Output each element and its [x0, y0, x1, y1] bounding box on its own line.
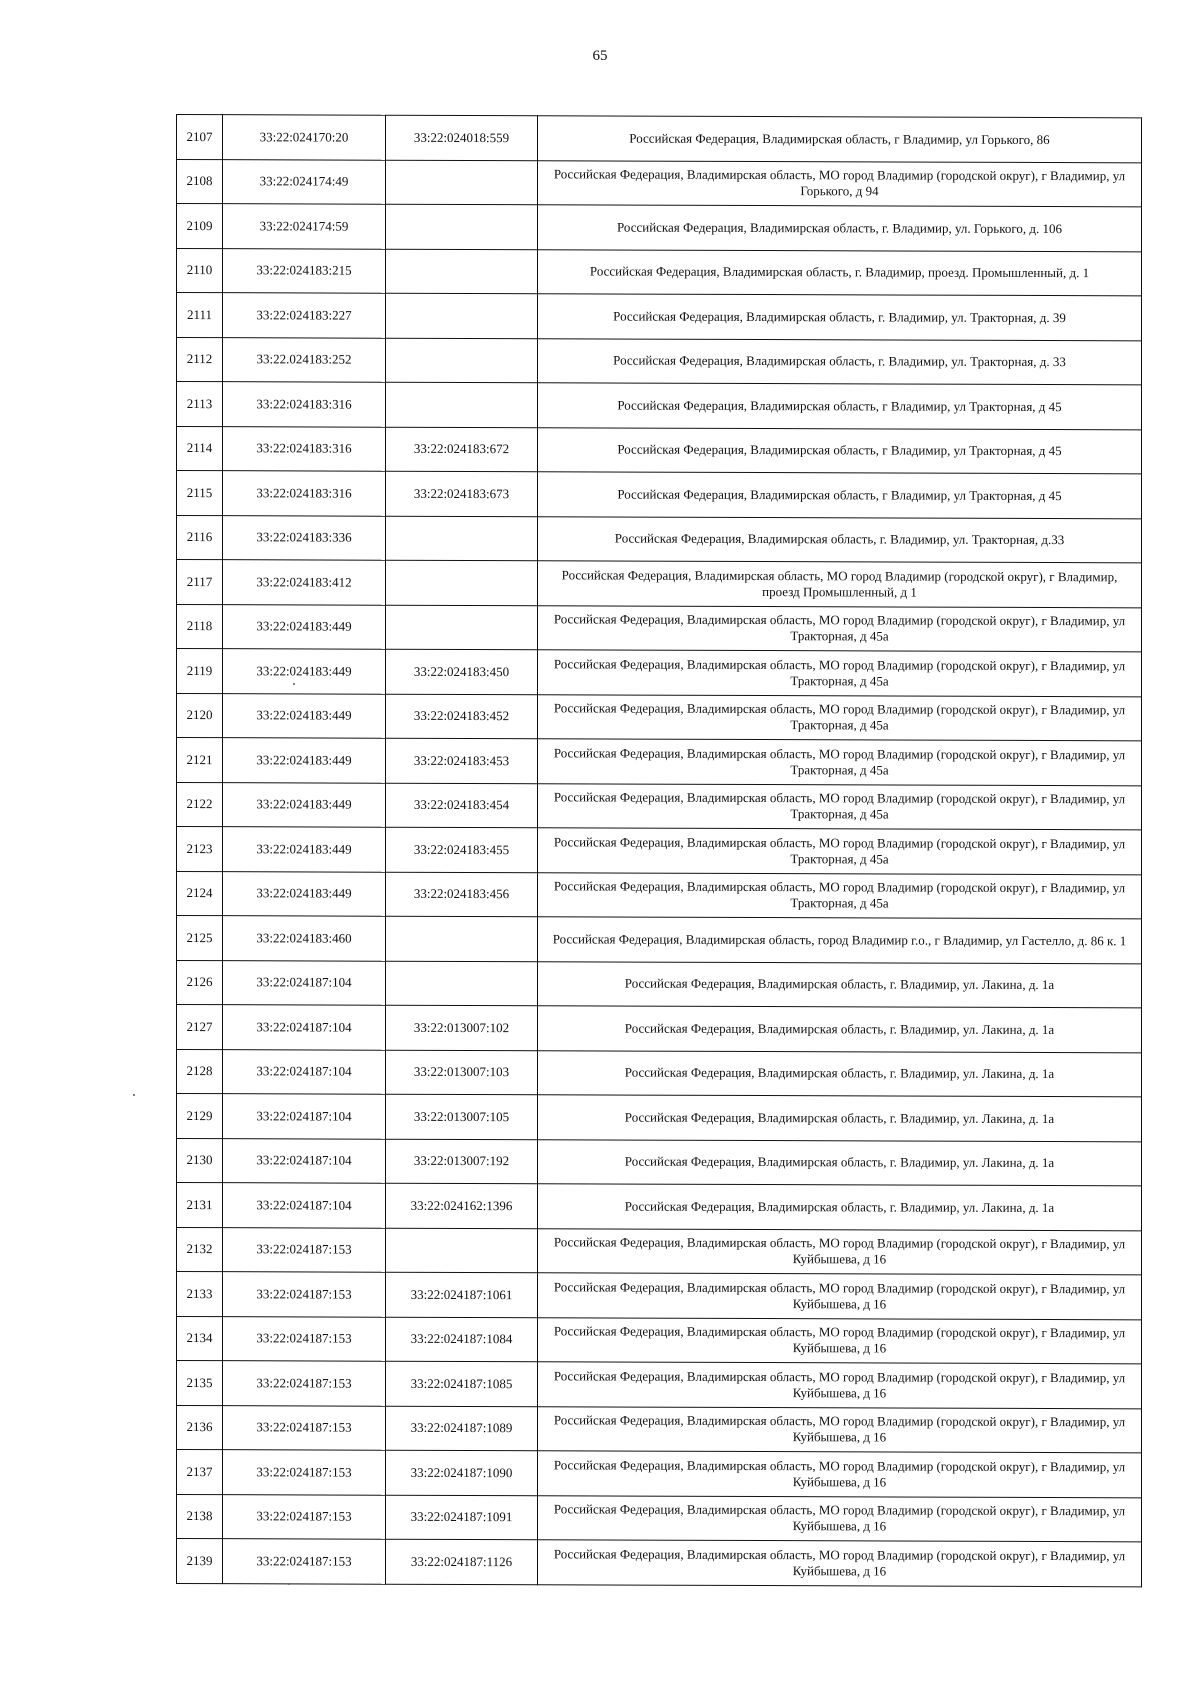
address-cell: Российская Федерация, Владимирская область, МО город Владимир (городской округ), г Владимир, ул Тракторная, д 45а — [538, 650, 1142, 697]
row-number-cell: 2126 — [177, 960, 223, 1005]
table-row — [177, 159, 1142, 207]
table-row — [177, 337, 1142, 385]
address-cell: Российская Федерация, Владимирская область, МО город Владимир (городской округ), г Владимир, ул Куйбышева, д 16 — [538, 1228, 1142, 1275]
related-cadastral-number-cell: 33:22:013007:103 — [386, 1050, 538, 1095]
row-number-cell: 2121 — [177, 738, 223, 783]
address-cell: Российская Федерация, Владимирская область, МО город Владимир (городской округ), г Владимир, ул Тракторная, д 45а — [538, 872, 1142, 919]
row-number-cell: 2136 — [177, 1405, 223, 1450]
related-cadastral-number-cell — [386, 916, 538, 961]
row-number-cell: 2123 — [177, 827, 223, 872]
table-row — [177, 1183, 1142, 1231]
address-cell: Российская Федерация, Владимирская область, г. Владимир, ул. Тракторная, д. 39 — [538, 294, 1142, 341]
table-row — [177, 1227, 1142, 1275]
row-number-cell: 2131 — [177, 1183, 223, 1228]
address-cell: Российская Федерация, Владимирская область, МО город Владимир (городской округ), г Владимир, ул Куйбышева, д 16 — [538, 1406, 1142, 1453]
address-cell: Российская Федерация, Владимирская область, МО город Владимир (городской округ), г Владимир, ул Тракторная, д 45а — [538, 828, 1142, 875]
row-number-cell: 2116 — [177, 515, 223, 560]
cadastral-number-cell: 33:22:024187:153 — [223, 1539, 386, 1584]
row-number-cell: 2125 — [177, 916, 223, 961]
cadastral-number-cell: 33:22:024183:449 — [223, 693, 386, 738]
row-number-cell: 2120 — [177, 693, 223, 738]
related-cadastral-number-cell: 33:22:024187:1091 — [386, 1495, 538, 1540]
address-cell: Российская Федерация, Владимирская область, г. Владимир, ул. Лакина, д. 1а — [538, 1184, 1142, 1231]
related-cadastral-number-cell: 33:22:024162:1396 — [386, 1183, 538, 1228]
table-row — [177, 115, 1142, 163]
row-number-cell: 2114 — [177, 426, 223, 471]
row-number-cell: 2107 — [177, 115, 223, 160]
cadastral-number-cell: 33:22:024183:215 — [223, 248, 386, 293]
row-number-cell: 2139 — [177, 1539, 223, 1584]
address-cell: Российская Федерация, Владимирская область, МО город Владимир (городской округ), г Владимир, проезд Промышленный, д 1 — [538, 561, 1142, 608]
row-number-cell: 2112 — [177, 337, 223, 382]
related-cadastral-number-cell: 33:22:024018:559 — [386, 115, 538, 160]
table-row — [177, 560, 1142, 608]
address-cell: Российская Федерация, Владимирская область, г. Владимир, ул. Горького, д. 106 — [538, 205, 1142, 252]
related-cadastral-number-cell: 33:22:024183:456 — [386, 872, 538, 917]
page-number: 65 — [592, 48, 608, 64]
table-row — [177, 871, 1142, 919]
address-cell: Российская Федерация, Владимирская область, г Владимир, ул Тракторная, д 45 — [538, 427, 1142, 474]
cadastral-number-cell: 33:22:024183:449 — [223, 738, 386, 783]
address-cell: Российская Федерация, Владимирская область, МО город Владимир (городской округ), г Владимир, ул Тракторная, д 45а — [538, 739, 1142, 786]
related-cadastral-number-cell: 33:22:024187:1085 — [386, 1361, 538, 1406]
related-cadastral-number-cell: 33:22:024183:672 — [386, 427, 538, 472]
table-row — [177, 293, 1142, 341]
related-cadastral-number-cell — [386, 516, 538, 561]
address-cell: Российская Федерация, Владимирская область, г. Владимир, ул. Лакина, д. 1а — [538, 1006, 1142, 1053]
cadastral-number-cell: 33:22:024187:153 — [223, 1227, 386, 1272]
table-row — [177, 827, 1142, 875]
address-cell: Российская Федерация, Владимирская область, МО город Владимир (городской округ), г Владимир, ул Куйбышева, д 16 — [538, 1362, 1142, 1409]
cadastral-number-cell: 33:22:024183:316 — [223, 382, 386, 427]
row-number-cell: 2119 — [177, 649, 223, 694]
row-number-cell: 2113 — [177, 382, 223, 427]
row-number-cell: 2134 — [177, 1316, 223, 1361]
cadastral-number-cell: 33:22:024183:449 — [223, 649, 386, 694]
table-row — [177, 916, 1142, 964]
address-cell: Российская Федерация, Владимирская область, г. Владимир, ул. Лакина, д. 1а — [538, 1095, 1142, 1142]
cadastral-number-cell: 33:22:024187:153 — [223, 1405, 386, 1450]
related-cadastral-number-cell: 33:22:024187:1126 — [386, 1539, 538, 1584]
scan-speck — [293, 683, 295, 685]
related-cadastral-number-cell: 33:22:024183:454 — [386, 783, 538, 828]
row-number-cell: 2137 — [177, 1450, 223, 1495]
table-row — [177, 1494, 1142, 1542]
table-row — [177, 1361, 1142, 1409]
row-number-cell: 2110 — [177, 248, 223, 293]
scan-speck — [133, 1094, 135, 1096]
address-cell: Российская Федерация, Владимирская область, МО город Владимир (городской округ), г Владимир, ул Куйбышева, д 16 — [538, 1495, 1142, 1542]
table-body — [177, 115, 1142, 1587]
row-number-cell: 2138 — [177, 1494, 223, 1539]
related-cadastral-number-cell: 33:22:013007:102 — [386, 1005, 538, 1050]
cadastral-number-cell: 33:22:024183:316 — [223, 426, 386, 471]
address-cell: Российская Федерация, Владимирская область, МО город Владимир (городской округ), г Владимир, ул Куйбышева, д 16 — [538, 1451, 1142, 1498]
address-cell: Российская Федерация, Владимирская область, МО город Владимир (городской округ), г Владимир, ул Тракторная, д 45а — [538, 783, 1142, 830]
table-row — [177, 649, 1142, 697]
cadastral-number-cell: 33:22:024170:20 — [223, 115, 386, 160]
table-row — [177, 1049, 1142, 1097]
related-cadastral-number-cell — [386, 605, 538, 650]
table-row — [177, 782, 1142, 830]
address-cell: Российская Федерация, Владимирская область, г. Владимир, ул. Лакина, д. 1а — [538, 961, 1142, 1008]
cadastral-number-cell: 33:22:024187:153 — [223, 1450, 386, 1495]
address-cell: Российская Федерация, Владимирская область, г. Владимир, ул. Тракторная, д. 33 — [538, 338, 1142, 385]
table-row — [177, 204, 1142, 252]
cadastral-number-cell: 33:22:024187:153 — [223, 1272, 386, 1317]
address-cell: Российская Федерация, Владимирская область, г. Владимир, ул. Тракторная, д.33 — [538, 516, 1142, 563]
row-number-cell: 2109 — [177, 204, 223, 249]
related-cadastral-number-cell: 33:22:024183:450 — [386, 649, 538, 694]
table-row — [177, 1272, 1142, 1320]
table-row — [177, 1094, 1142, 1142]
related-cadastral-number-cell: 33:22:024187:1090 — [386, 1450, 538, 1495]
cadastral-number-cell: 33:22:024183:449 — [223, 827, 386, 872]
cadastral-number-cell: 33:22.024183:252 — [223, 337, 386, 382]
row-number-cell: 2130 — [177, 1138, 223, 1183]
row-number-cell: 2128 — [177, 1049, 223, 1094]
table-row — [177, 515, 1142, 563]
related-cadastral-number-cell — [386, 1228, 538, 1273]
row-number-cell: 2108 — [177, 159, 223, 204]
related-cadastral-number-cell: 33:22:024187:1089 — [386, 1406, 538, 1451]
cadastral-number-cell: 33:22:024187:104 — [223, 960, 386, 1005]
row-number-cell: 2111 — [177, 293, 223, 338]
address-cell: Российская Федерация, Владимирская область, МО город Владимир (городской округ), г Владимир, ул Тракторная, д 45а — [538, 605, 1142, 652]
row-number-cell: 2118 — [177, 604, 223, 649]
table-row — [177, 604, 1142, 652]
table-row — [177, 471, 1142, 519]
address-cell: Российская Федерация, Владимирская область, г Владимир, ул Тракторная, д 45 — [538, 472, 1142, 519]
cadastral-number-cell: 33:22:024187:153 — [223, 1316, 386, 1361]
related-cadastral-number-cell — [386, 338, 538, 383]
row-number-cell: 2122 — [177, 782, 223, 827]
cadastral-number-cell: 33:22:024187:104 — [223, 1049, 386, 1094]
table-row — [177, 1450, 1142, 1498]
table-row — [177, 738, 1142, 786]
address-cell: Российская Федерация, Владимирская область, г Владимир, ул Горького, 86 — [538, 116, 1142, 163]
related-cadastral-number-cell — [386, 204, 538, 249]
related-cadastral-number-cell — [386, 560, 538, 605]
related-cadastral-number-cell: 33:22:024183:453 — [386, 738, 538, 783]
related-cadastral-number-cell: 33:22:024183:455 — [386, 827, 538, 872]
cadastral-number-cell: 33:22:024183:227 — [223, 293, 386, 338]
cadastral-number-cell: 33:22:024183:449 — [223, 782, 386, 827]
related-cadastral-number-cell: 33:22:024187:1084 — [386, 1317, 538, 1362]
address-cell: Российская Федерация, Владимирская область, г. Владимир, проезд. Промышленный, д. 1 — [538, 249, 1142, 296]
related-cadastral-number-cell — [386, 961, 538, 1006]
address-cell: Российская Федерация, Владимирская область, город Владимир г.о., г Владимир, ул Гастелло, д. 86 к. 1 — [538, 917, 1142, 964]
cadastral-number-cell: 33:22:024174:49 — [223, 159, 386, 204]
address-cell: Российская Федерация, Владимирская область, МО город Владимир (городской округ), г Владимир, ул Куйбышева, д 16 — [538, 1540, 1142, 1587]
row-number-cell: 2129 — [177, 1094, 223, 1139]
related-cadastral-number-cell — [386, 160, 538, 205]
table-row — [177, 1405, 1142, 1453]
table-row — [177, 693, 1142, 741]
scan-speck — [288, 1583, 290, 1585]
row-number-cell: 2117 — [177, 560, 223, 605]
cadastral-number-cell: 33:22:024183:316 — [223, 471, 386, 516]
table-row — [177, 426, 1142, 474]
related-cadastral-number-cell: 33:22:013007:192 — [386, 1139, 538, 1184]
table-row — [177, 1005, 1142, 1053]
cadastral-number-cell: 33:22:024183:449 — [223, 871, 386, 916]
address-cell: Российская Федерация, Владимирская область, МО город Владимир (городской округ), г Владимир, ул Тракторная, д 45а — [538, 694, 1142, 741]
table-row — [177, 1539, 1142, 1587]
address-cell: Российская Федерация, Владимирская область, МО город Владимир (городской округ), г Владимир, ул Куйбышева, д 16 — [538, 1317, 1142, 1364]
address-cell: Российская Федерация, Владимирская область, г. Владимир, ул. Лакина, д. 1а — [538, 1050, 1142, 1097]
table-row — [177, 1316, 1142, 1364]
cadastral-number-cell: 33:22:024187:153 — [223, 1361, 386, 1406]
table-row — [177, 248, 1142, 296]
cadastral-number-cell: 33:22:024187:104 — [223, 1005, 386, 1050]
related-cadastral-number-cell: 33:22:013007:105 — [386, 1094, 538, 1139]
row-number-cell: 2133 — [177, 1272, 223, 1317]
related-cadastral-number-cell — [386, 249, 538, 294]
related-cadastral-number-cell: 33:22:024183:673 — [386, 471, 538, 516]
row-number-cell: 2124 — [177, 871, 223, 916]
cadastral-number-cell: 33:22:024187:104 — [223, 1183, 386, 1228]
table-row — [177, 960, 1142, 1008]
address-cell: Российская Федерация, Владимирская область, г. Владимир, ул. Лакина, д. 1а — [538, 1139, 1142, 1186]
cadastral-number-cell: 33:22:024183:449 — [223, 604, 386, 649]
cadastral-number-cell: 33:22:024187:104 — [223, 1094, 386, 1139]
table-row — [177, 1138, 1142, 1186]
related-cadastral-number-cell: 33:22:024187:1061 — [386, 1272, 538, 1317]
cadastral-number-cell: 33:22:024183:336 — [223, 515, 386, 560]
cadastral-number-cell: 33:22:024174:59 — [223, 204, 386, 249]
address-cell: Российская Федерация, Владимирская область, МО город Владимир (городской округ), г Владимир, ул Горького, д 94 — [538, 160, 1142, 207]
cadastral-number-cell: 33:22:024187:104 — [223, 1138, 386, 1183]
cadastral-number-cell: 33:22:024183:460 — [223, 916, 386, 961]
related-cadastral-number-cell — [386, 293, 538, 338]
row-number-cell: 2115 — [177, 471, 223, 516]
address-cell: Российская Федерация, Владимирская область, МО город Владимир (городской округ), г Владимир, ул Куйбышева, д 16 — [538, 1273, 1142, 1320]
related-cadastral-number-cell — [386, 382, 538, 427]
cadastral-number-cell: 33:22:024183:412 — [223, 560, 386, 605]
cadastral-number-cell: 33:22:024187:153 — [223, 1494, 386, 1539]
related-cadastral-number-cell: 33:22:024183:452 — [386, 694, 538, 739]
row-number-cell: 2127 — [177, 1005, 223, 1050]
row-number-cell: 2132 — [177, 1227, 223, 1272]
table-row — [177, 382, 1142, 430]
row-number-cell: 2135 — [177, 1361, 223, 1406]
cadastral-register-table — [176, 114, 1142, 1587]
address-cell: Российская Федерация, Владимирская область, г Владимир, ул Тракторная, д 45 — [538, 383, 1142, 430]
